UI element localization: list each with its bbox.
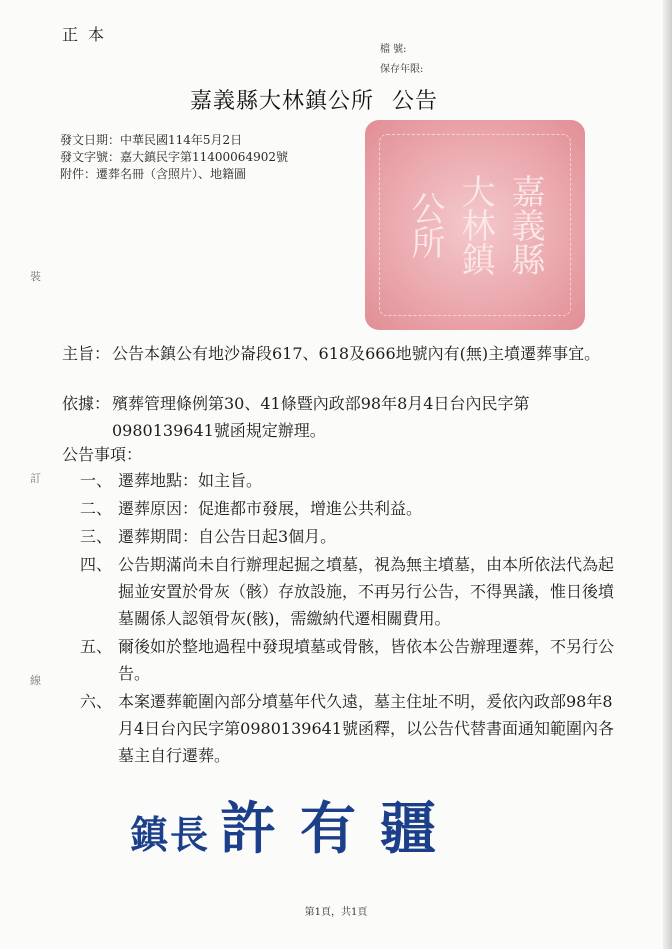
notice-num-5: 五、 xyxy=(80,637,113,656)
doc-number: 發文字號：嘉大鎮民字第11400064902號 xyxy=(60,150,288,164)
notice-num-6: 六、 xyxy=(80,692,113,711)
page-title xyxy=(190,84,438,115)
signature-stamp xyxy=(130,785,460,865)
notice-item-4 xyxy=(80,551,620,632)
title-org: 嘉義縣大林鎮公所 xyxy=(190,89,375,114)
basis-section xyxy=(62,390,612,444)
scan-edge xyxy=(663,0,672,949)
notice-text-6: 本案遷葬範圍內部分墳墓年代久遠，墓主住址不明，爰依內政部98年8月4日台內民字第0980139641號函釋，以公告代替書面通知範圍內各墓主自行遷葬。 xyxy=(118,692,614,765)
file-number-label: 檔 號: xyxy=(380,44,407,55)
binding-mark-3: 線 xyxy=(30,674,41,687)
subject-text: 公告本鎮公有地沙崙段617、618及666地號內有(無)主墳遷葬事宜。 xyxy=(112,344,601,363)
notice-text-2: 遷葬原因：促進都市發展，增進公共利益。 xyxy=(118,499,423,518)
subject-label: 主旨： xyxy=(62,344,111,363)
binding-mark-1: 裝 xyxy=(30,270,41,283)
notice-text-1: 遷葬地點：如主旨。 xyxy=(118,471,263,490)
notice-num-1: 一、 xyxy=(80,471,113,490)
notice-text-3: 遷葬期間：自公告日起3個月。 xyxy=(118,527,337,546)
notice-items xyxy=(80,467,620,770)
notice-num-4: 四、 xyxy=(80,555,113,574)
official-seal xyxy=(365,120,585,330)
notice-item-1 xyxy=(80,467,620,494)
notice-item-5 xyxy=(80,633,620,687)
basis-label: 依據： xyxy=(62,394,111,413)
seal-text-3: 公所 xyxy=(405,191,445,259)
signature-name: 許有疆 xyxy=(220,797,461,862)
notice-item-2 xyxy=(80,495,620,522)
retention-label: 保存年限: xyxy=(380,64,424,75)
page-footer: 第1頁，共1頁 xyxy=(304,907,368,918)
notice-item-6 xyxy=(80,688,620,769)
seal-col-2 xyxy=(454,174,496,276)
subject-section xyxy=(62,340,612,394)
notice-num-2: 二、 xyxy=(80,499,113,518)
title-type: 公告 xyxy=(392,89,439,114)
notice-item-3 xyxy=(80,523,620,550)
copy-mark: 正本 xyxy=(62,25,115,44)
notice-text-4: 公告期滿尚未自行辦理起掘之墳墓，視為無主墳墓，由本所依法代為起掘並安置於骨灰（骸）存放設施，不再另行公告，不得異議，惟日後墳墓關係人認領骨灰(骸)，需繳納代遷相關費用。 xyxy=(118,555,615,628)
seal-text-2: 大林鎮 xyxy=(455,174,495,276)
signature-role: 鎮長 xyxy=(130,813,211,857)
notice-text-5: 爾後如於整地過程中發現墳墓或骨骸，皆依本公告辦理遷葬，不另行公告。 xyxy=(118,637,615,683)
document-info xyxy=(60,132,288,183)
seal-col-3 xyxy=(404,191,446,259)
seal-col-1 xyxy=(504,174,546,276)
basis-text: 殯葬管理條例第30、41條暨內政部98年8月4日台內民字第0980139641號函規定辦理。 xyxy=(112,394,530,440)
attachment: 附件：遷葬名冊（含照片）、地籍圖 xyxy=(60,167,247,181)
issue-date: 發文日期：中華民國114年5月2日 xyxy=(60,133,243,147)
notice-num-3: 三、 xyxy=(80,527,113,546)
notice-heading: 公告事項： xyxy=(62,445,143,464)
binding-mark-2: 訂 xyxy=(30,472,41,485)
seal-text-1: 嘉義縣 xyxy=(505,174,545,276)
